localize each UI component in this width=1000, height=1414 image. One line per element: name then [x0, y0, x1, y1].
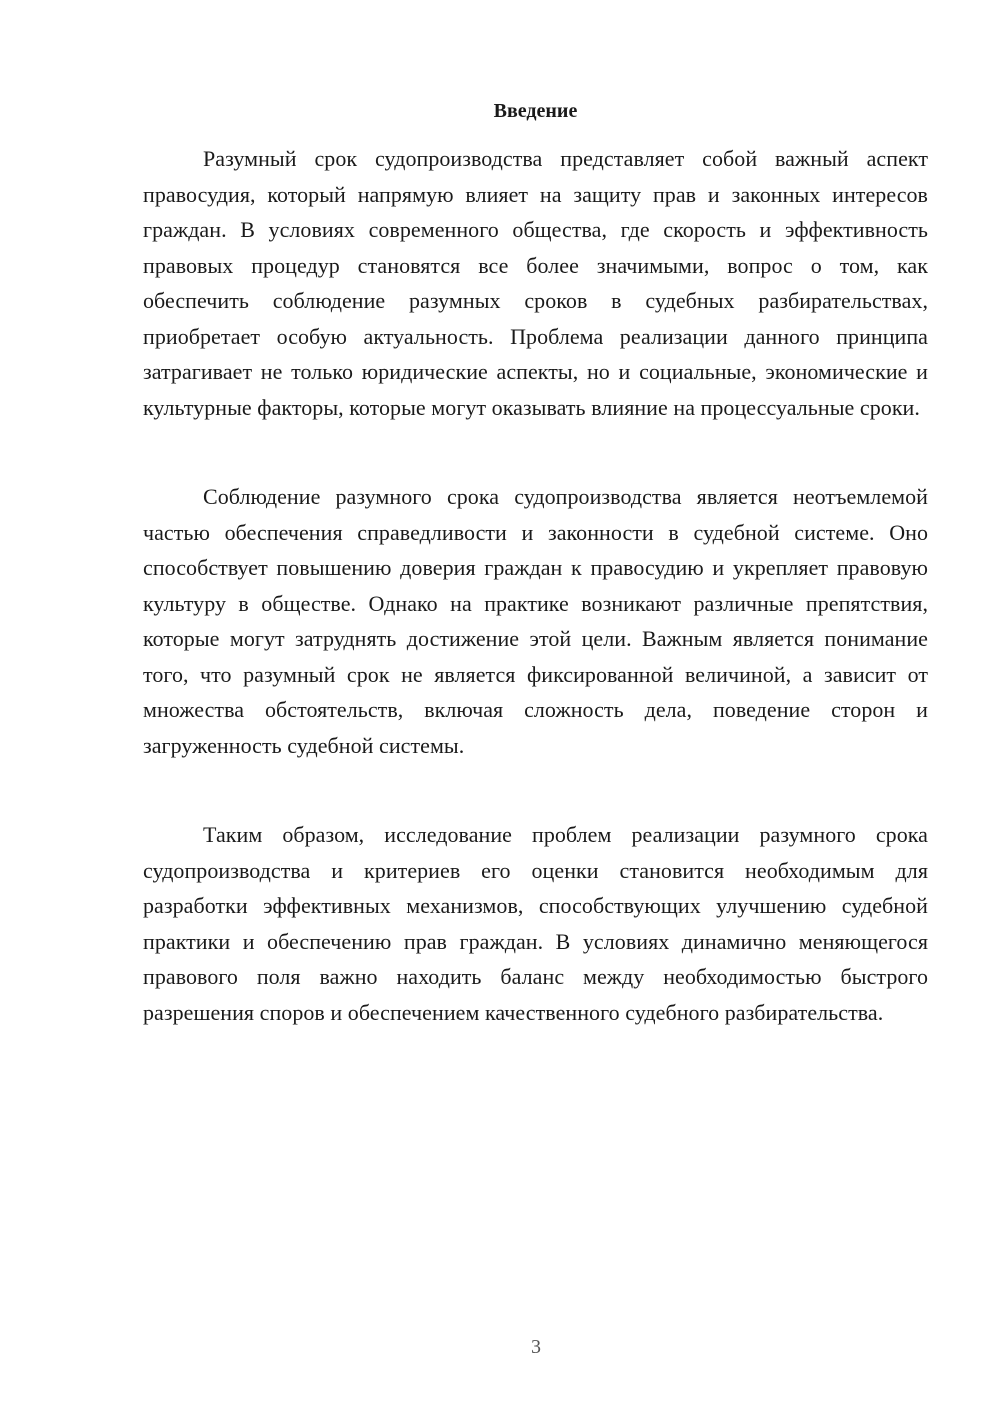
section-heading: Введение [493, 100, 578, 122]
page-number: 3 [531, 1336, 541, 1358]
paragraph-1: Разумный срок судопроизводства представляет собой важный аспект правосудия, который напрямую влияет на защиту прав и законных интересов граждан. В условиях современного общества, где скорость и эффективность правовых процедур становятся все более значимыми, вопрос о том, как обеспечить соблюдение разумных сроков в судебных разбирательствах, приобретает особую актуальность. Проблема реализации данного принципа затрагивает не только юридические аспекты, но и социальные, экономические и культурные факторы, которые могут оказывать влияние на процессуальные сроки. [143, 146, 928, 420]
paragraph-3: Таким образом, исследование проблем реализации разумного срока судопроизводства и критериев его оценки становится необходимым для разработки эффективных механизмов, способствующих улучшению судебной практики и обеспечению прав граждан. В условиях динамично меняющегося правового поля важно находить баланс между необходимостью быстрого разрешения споров и обеспечением качественного судебного разбирательства. [143, 822, 928, 1025]
paragraph-2: Соблюдение разумного срока судопроизводства является неотъемлемой частью обеспечения справедливости и законности в судебной системе. Оно способствует повышению доверия граждан к правосудию и укрепляет правовую культуру в обществе. Однако на практике возникают различные препятствия, которые могут затруднять достижение этой цели. Важным является понимание того, что разумный срок не является фиксированной величиной, а зависит от множества обстоятельств, включая сложность дела, поведение сторон и загруженность судебной системы. [143, 484, 928, 758]
